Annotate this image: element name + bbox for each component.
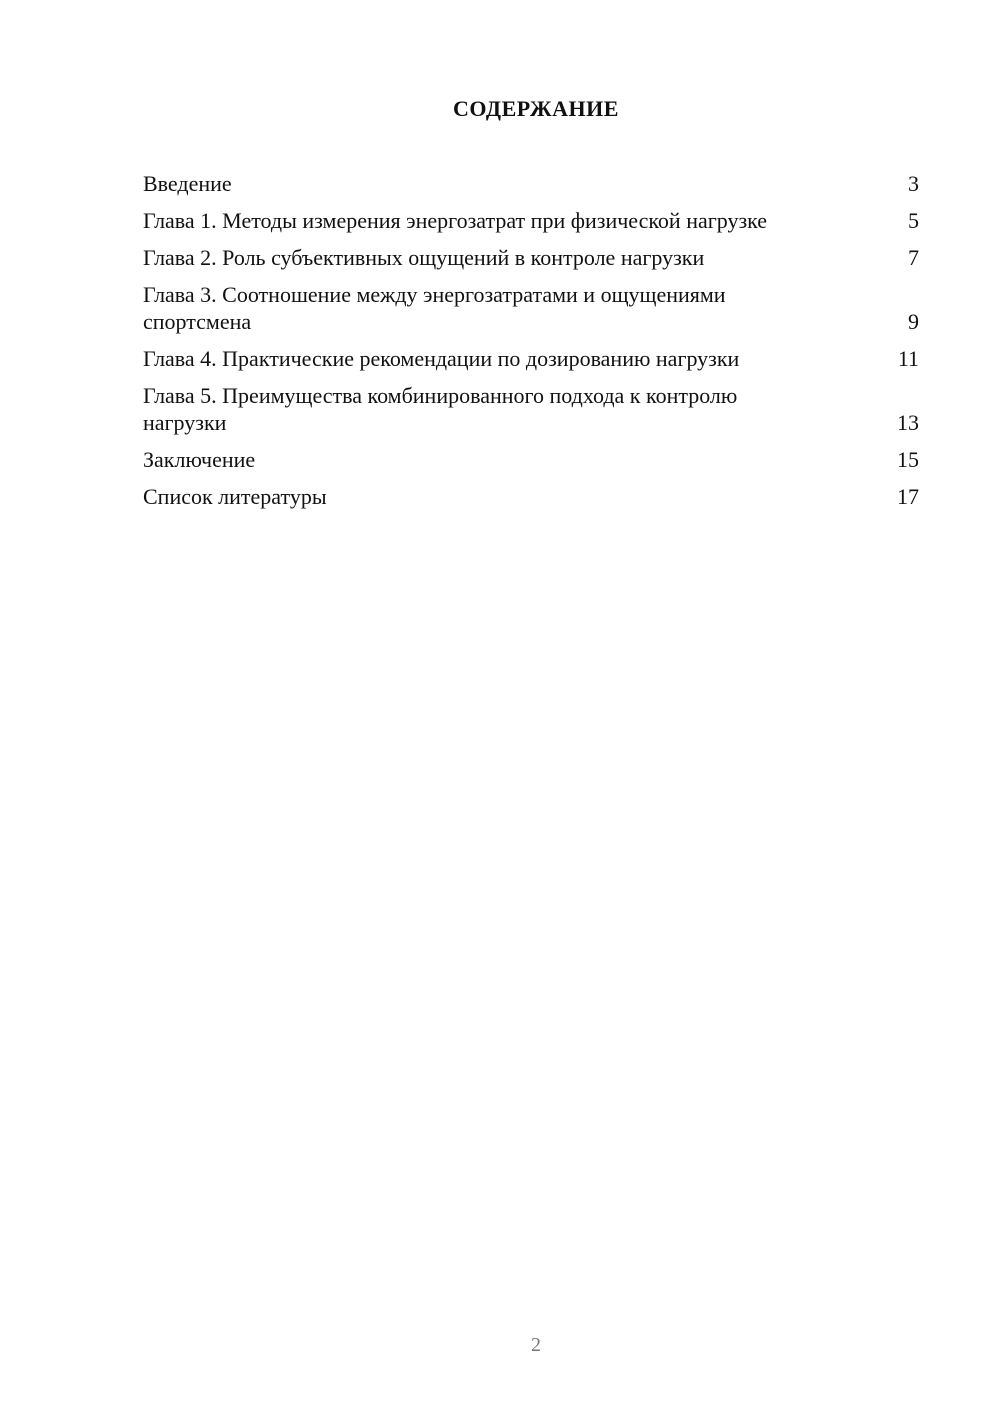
toc-entry-references [143, 483, 919, 510]
toc-entry-page: 9 [908, 309, 919, 334]
toc-entry-page: 11 [897, 346, 919, 371]
toc-entry-page: 7 [908, 245, 919, 270]
toc-entry-title: Глава 3. Соотношение между энергозатратами и ощущениями спортсмена [143, 282, 726, 334]
toc-entry-page: 13 [897, 410, 919, 435]
toc-entry-chapter-1 [143, 207, 919, 234]
toc-heading: СОДЕРЖАНИЕ [453, 96, 619, 121]
page-number: 2 [531, 1334, 541, 1356]
toc-entry-page: 3 [908, 171, 919, 196]
toc-entry-title: Введение [143, 171, 232, 196]
toc-entry-title: Глава 1. Методы измерения энергозатрат при физической нагрузке [143, 208, 768, 233]
toc-entry-chapter-4 [143, 345, 919, 372]
toc-entry-chapter-5 [143, 382, 919, 436]
toc-entry-page: 17 [897, 484, 919, 509]
table-of-contents [143, 170, 919, 520]
toc-entry-page: 15 [897, 447, 919, 472]
toc-entry-conclusion [143, 446, 919, 473]
toc-entry-page: 5 [908, 208, 919, 233]
toc-entry-title: Список литературы [143, 484, 327, 509]
toc-entry-title: Глава 5. Преимущества комбинированного подхода к контролю нагрузки [143, 383, 738, 435]
toc-entry-chapter-2 [143, 244, 919, 271]
toc-entry-chapter-3 [143, 281, 919, 335]
toc-entry-title: Глава 4. Практические рекомендации по дозированию нагрузки [143, 346, 740, 371]
toc-entry-title: Глава 2. Роль субъективных ощущений в контроле нагрузки [143, 245, 705, 270]
toc-entry-introduction [143, 170, 919, 197]
toc-entry-title: Заключение [143, 447, 256, 472]
